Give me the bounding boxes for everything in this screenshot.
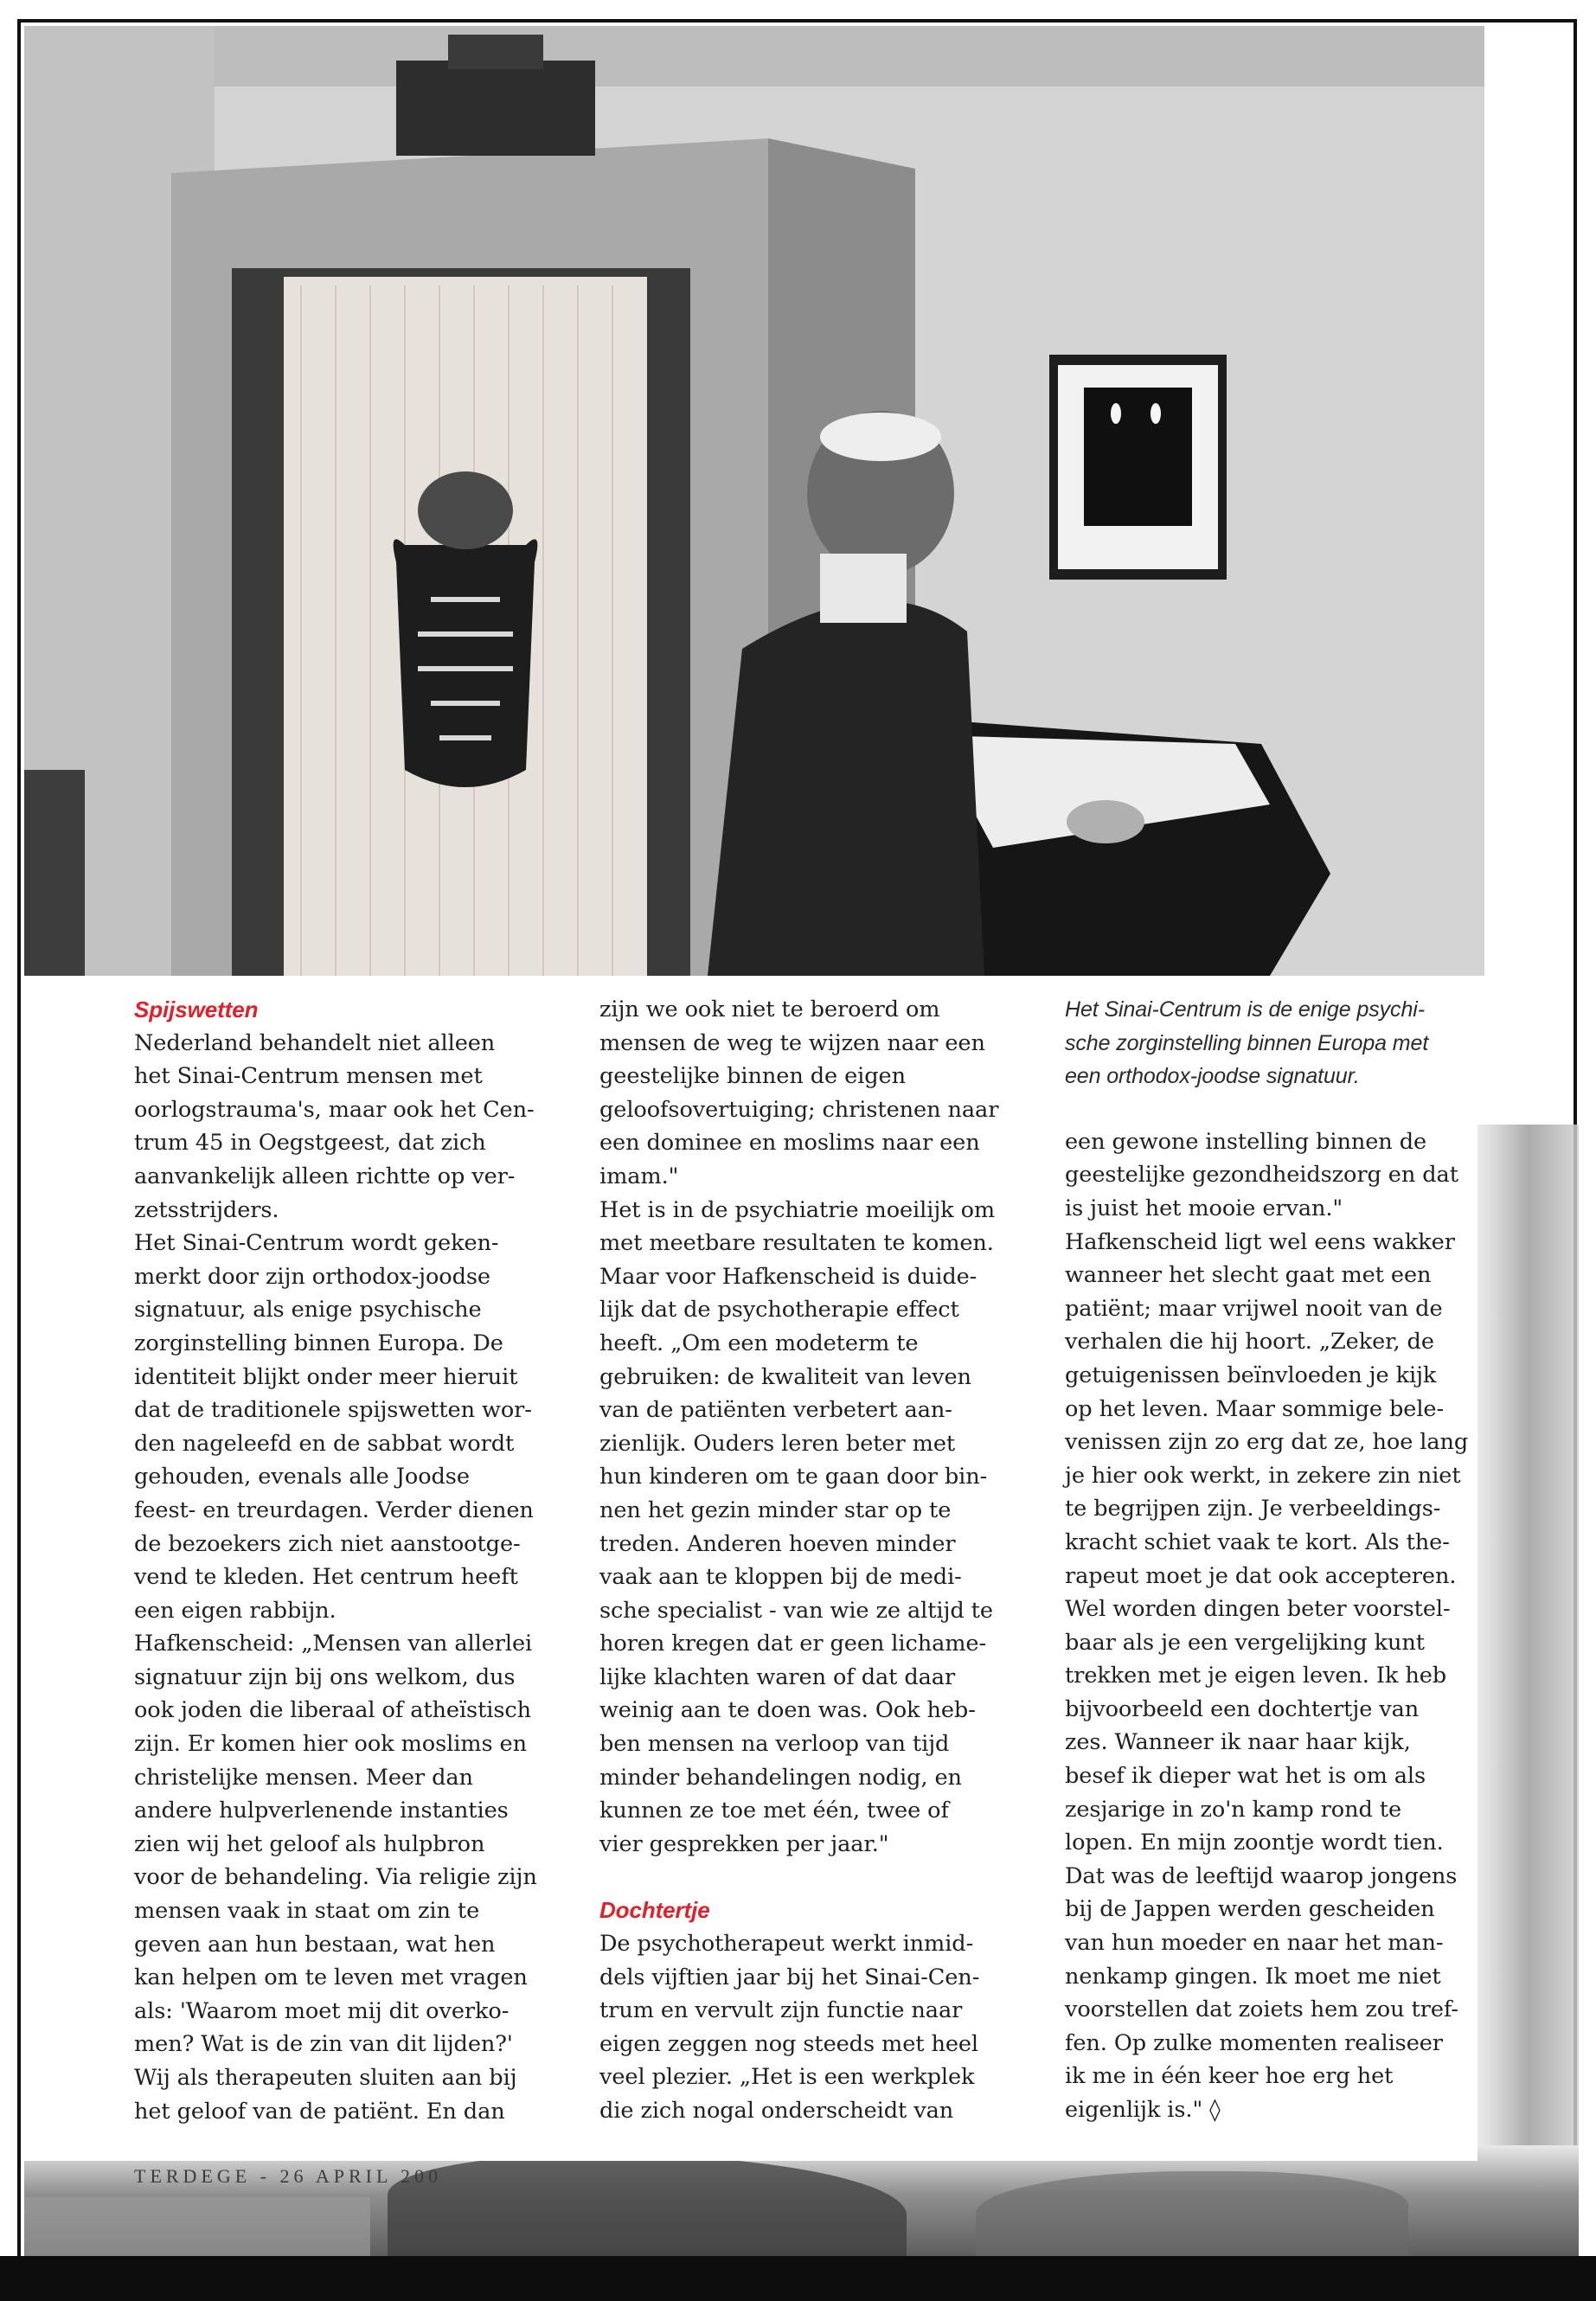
column-3-body [1065, 1125, 1502, 2127]
page-footer: TERDEGE - 26 APRIL 200 [134, 2165, 443, 2187]
texture-blotch [24, 2197, 370, 2256]
paragraph: Het is in de psychiatrie moeilijk om met meetbare resultaten te komen. Maar voor Hafkenscheid is duide- lijk dat de psychotherapie effect heeft. „Om een modeterm te gebruiken: de kwaliteit van leven van de patiënten verbetert aan- zienlijk. Ouders leren beter met hun kinderen om te gaan door bin- nen het gezin minder star op te treden. Anderen hoeven minder vaak aan te kloppen bij de medi- sche specialist - van wie ze altijd te horen kregen dat er geen lichame- lijke klachten waren of dat daar weinig aan te doen was. Ook heb- ben mensen na verloop van tijd minder behandelingen nodig, en kunnen ze toe met één, twee of vier gesprekken per jaar." [599, 1196, 996, 1857]
texture-blotch [388, 2154, 907, 2256]
article-photo [24, 26, 1484, 976]
section-heading-dochtertje: Dochtertje [599, 1897, 710, 1924]
article-column-1 [134, 993, 571, 2128]
paragraph: een gewone instelling binnen de geestelijke gezondheidszorg en dat is juist het mooie ervan." [1065, 1128, 1458, 1221]
paragraph: Hafkenscheid ligt wel eens wakker wanneer het slecht gaat met een patiënt; maar vrijwel nooit van de verhalen die hij hoort. „Zeker, de getuigenissen beïnvloeden je kijk op het leven. Maar sommige bele- venissen zijn zo erg dat ze, hoe lang je hier ook werkt, in zekere zin niet te begrijpen zijn. Je verbeeldings- kracht schiet vaak te kort. Als the- rapeut moet je dat ook accepteren. Wel worden dingen beter voorstel- baar als je een vergelijking kunt trekken met je eigen leven. Ik heb bijvoorbeeld een dochtertje van zes. Wanneer ik naar haar kijk, besef ik dieper wat het is om als zesjarige in zo'n kamp rond te lopen. En mijn zoontje wordt tien. Dat was de leeftijd waarop jongens bij de Jappen werden gescheiden van hun moeder en naar het man- nenkamp gingen. Ik moet me niet voorstellen dat zoiets hem zou tref- fen. Op zulke momenten realiseer ik me in één keer hoe erg het eigenlijk is." ◊ [1065, 1228, 1469, 2123]
photo-caption: Het Sinai-Centrum is de enige psychi- sche zorginstelling binnen Europa met een orthodox-joodse signatuur. [1065, 997, 1429, 1089]
article-column-3 [1065, 993, 1502, 2127]
paragraph: Het Sinai-Centrum wordt geken- merkt door zijn orthodox-joodse signatuur, als enige psychische zorginstelling binnen Europa. De identiteit blijkt onder meer hieruit dat de traditionele spijswetten wor- den nageleefd en de sabbat wordt gehouden, evenals alle Joodse feest- en treurdagen. Verder dienen de bezoekers zich niet aanstootge- vend te kleden. Het centrum heeft een eigen rabbijn. [134, 1230, 534, 1624]
grunge-texture-bottom [24, 2145, 1579, 2256]
paragraph: De psychotherapeut werkt inmid- dels vijftien jaar bij het Sinai-Cen- trum en vervult zijn functie naar eigen zeggen nog steeds met heel veel plezier. „Het is een werkplek die zich nogal onderscheidt van [599, 1931, 980, 2124]
texture-blotch [976, 2171, 1408, 2256]
section-heading-spijswetten: Spijswetten [134, 997, 259, 1022]
bottom-border [0, 2256, 1596, 2301]
paragraph: Nederland behandelt niet alleen het Sinai-Centrum mensen met oorlogstrauma's, maar ook het Cen- trum 45 in Oegstgeest, dat zich aanvankelijk alleen richtte op ver- zetsstrijders. [134, 1029, 535, 1223]
paragraph: Hafkenscheid: „Mensen van allerlei signatuur zijn bij ons welkom, dus ook joden die liberaal of atheïstisch zijn. Er komen hier ook moslims en christelijke mensen. Meer dan andere hulpverlenende instanties zien wij het geloof als hulpbron voor de behandeling. Via religie zijn mensen vaak in staat om zin te geven aan hun bestaan, wat hen kan helpen om te leven met vragen als: 'Waarom moet mij dit overko- men? Wat is de zin van dit lijden?' Wij als therapeuten sluiten aan bij het geloof van de patiënt. En dan [134, 1631, 537, 2125]
paragraph: zijn we ook niet te beroerd om mensen de weg te wijzen naar een geestelijke binnen de eigen geloofsovertuiging; christenen naar een dominee en moslims naar een imam." [599, 997, 999, 1189]
article-column-2 [599, 993, 1036, 2128]
